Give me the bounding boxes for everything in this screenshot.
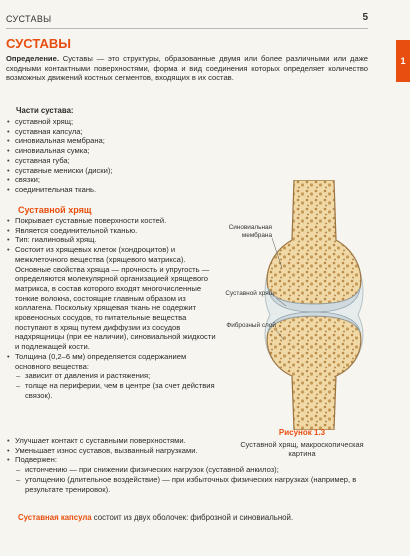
list-item: • синовиальная сумка; — [6, 146, 113, 156]
subject-text: Подвержен: — [15, 455, 57, 465]
capsule-paragraph — [18, 513, 378, 523]
section-title: СУСТАВЫ — [6, 36, 71, 51]
list-item: • суставная капсула; — [6, 127, 113, 137]
list-item: • Улучшает контакт с суставными поверхностями. — [6, 436, 368, 446]
sublist-item: – истончению — при снижении физических нагрузок (суставной анкилоз); — [15, 465, 368, 475]
list-item: • Тип: гиалиновый хрящ. — [6, 235, 218, 245]
header-divider — [6, 28, 368, 29]
list-item: • Покрывает суставные поверхности костей. — [6, 216, 218, 226]
subject-sublist — [15, 465, 368, 494]
figure-caption-title: Рисунок 1.3 — [278, 428, 326, 437]
cartilage-heading: Суставной хрящ — [18, 205, 92, 215]
list-item: • Состоит из хрящевых клеток (хондроцитов) и межклеточного вещества (хрящевого матрикса). Основные свойства хряща — прочность и упругость — определяются молекулярной организацией хрящевого матрикса, в состав которого входят многочисленные тонкие волокна, состоящие главным образом из коллагена. Поскольку хрящевая ткань не содержит кровеносных сосудов, то питательные вещества поступают в хрящ путем диффузии из сосудов надхрящницы (при ее наличии), синовиальной жидкости и подлежащей кости. — [6, 245, 218, 352]
joint-illustration — [224, 180, 384, 430]
list-item: • соединительная ткань. — [6, 185, 113, 195]
parts-list — [6, 117, 113, 195]
page-number: 5 — [362, 12, 368, 23]
figure-caption-text: Суставной хрящ, макроскопическая картина — [240, 440, 364, 458]
definition-label: Определение. — [6, 54, 59, 63]
thickness-text: Толщина (0,2–6 мм) определяется содержанием основного вещества: — [15, 351, 187, 371]
label-fibrous-layer: Фиброзный слой — [226, 322, 276, 329]
list-item: • суставная губа; — [6, 156, 113, 166]
sublist-item: – утолщению (длительное воздействие) — при избыточных физических нагрузках (например, в результате тренировок). — [15, 475, 368, 494]
list-item: • суставные мениски (диски); — [6, 166, 113, 176]
list-item: • синовиальная мембрана; — [6, 136, 113, 146]
list-item: • Уменьшает износ суставов, вызванный нагрузками. — [6, 446, 368, 456]
definition-paragraph — [6, 54, 368, 83]
running-head: СУСТАВЫ — [6, 14, 52, 24]
list-item: • Является соединительной тканью. — [6, 226, 218, 236]
definition-text: Суставы — это структуры, образованные двумя или более различными или даже сходными контактными поверхностями, форма и вид соединения которых определяет количество возможных движений костных сегментов, входящих в их состав. — [6, 54, 368, 83]
thickness-sublist — [15, 371, 218, 400]
list-item: • связки; — [6, 175, 113, 185]
label-synovial-membrane: Синовиальная мембрана — [228, 224, 272, 239]
label-articular-cartilage: Суставной хрящ — [225, 290, 274, 297]
chapter-tab: 1 — [396, 40, 410, 82]
sublist-item: – зависит от давления и растяжения; — [15, 371, 218, 381]
upper-bone — [267, 180, 361, 304]
list-item — [6, 352, 218, 401]
capsule-text: состоит из двух оболочек: фиброзной и синовиальной. — [91, 513, 293, 522]
capsule-label: Суставная капсула — [18, 513, 92, 522]
list-item: • суставной хрящ; — [6, 117, 113, 127]
sublist-item: – толще на периферии, чем в центре (за счет действия связок). — [15, 381, 218, 400]
list-item — [6, 455, 368, 494]
lower-bone — [267, 316, 361, 430]
parts-heading: Части сустава: — [16, 106, 74, 115]
cartilage-list — [6, 216, 218, 400]
